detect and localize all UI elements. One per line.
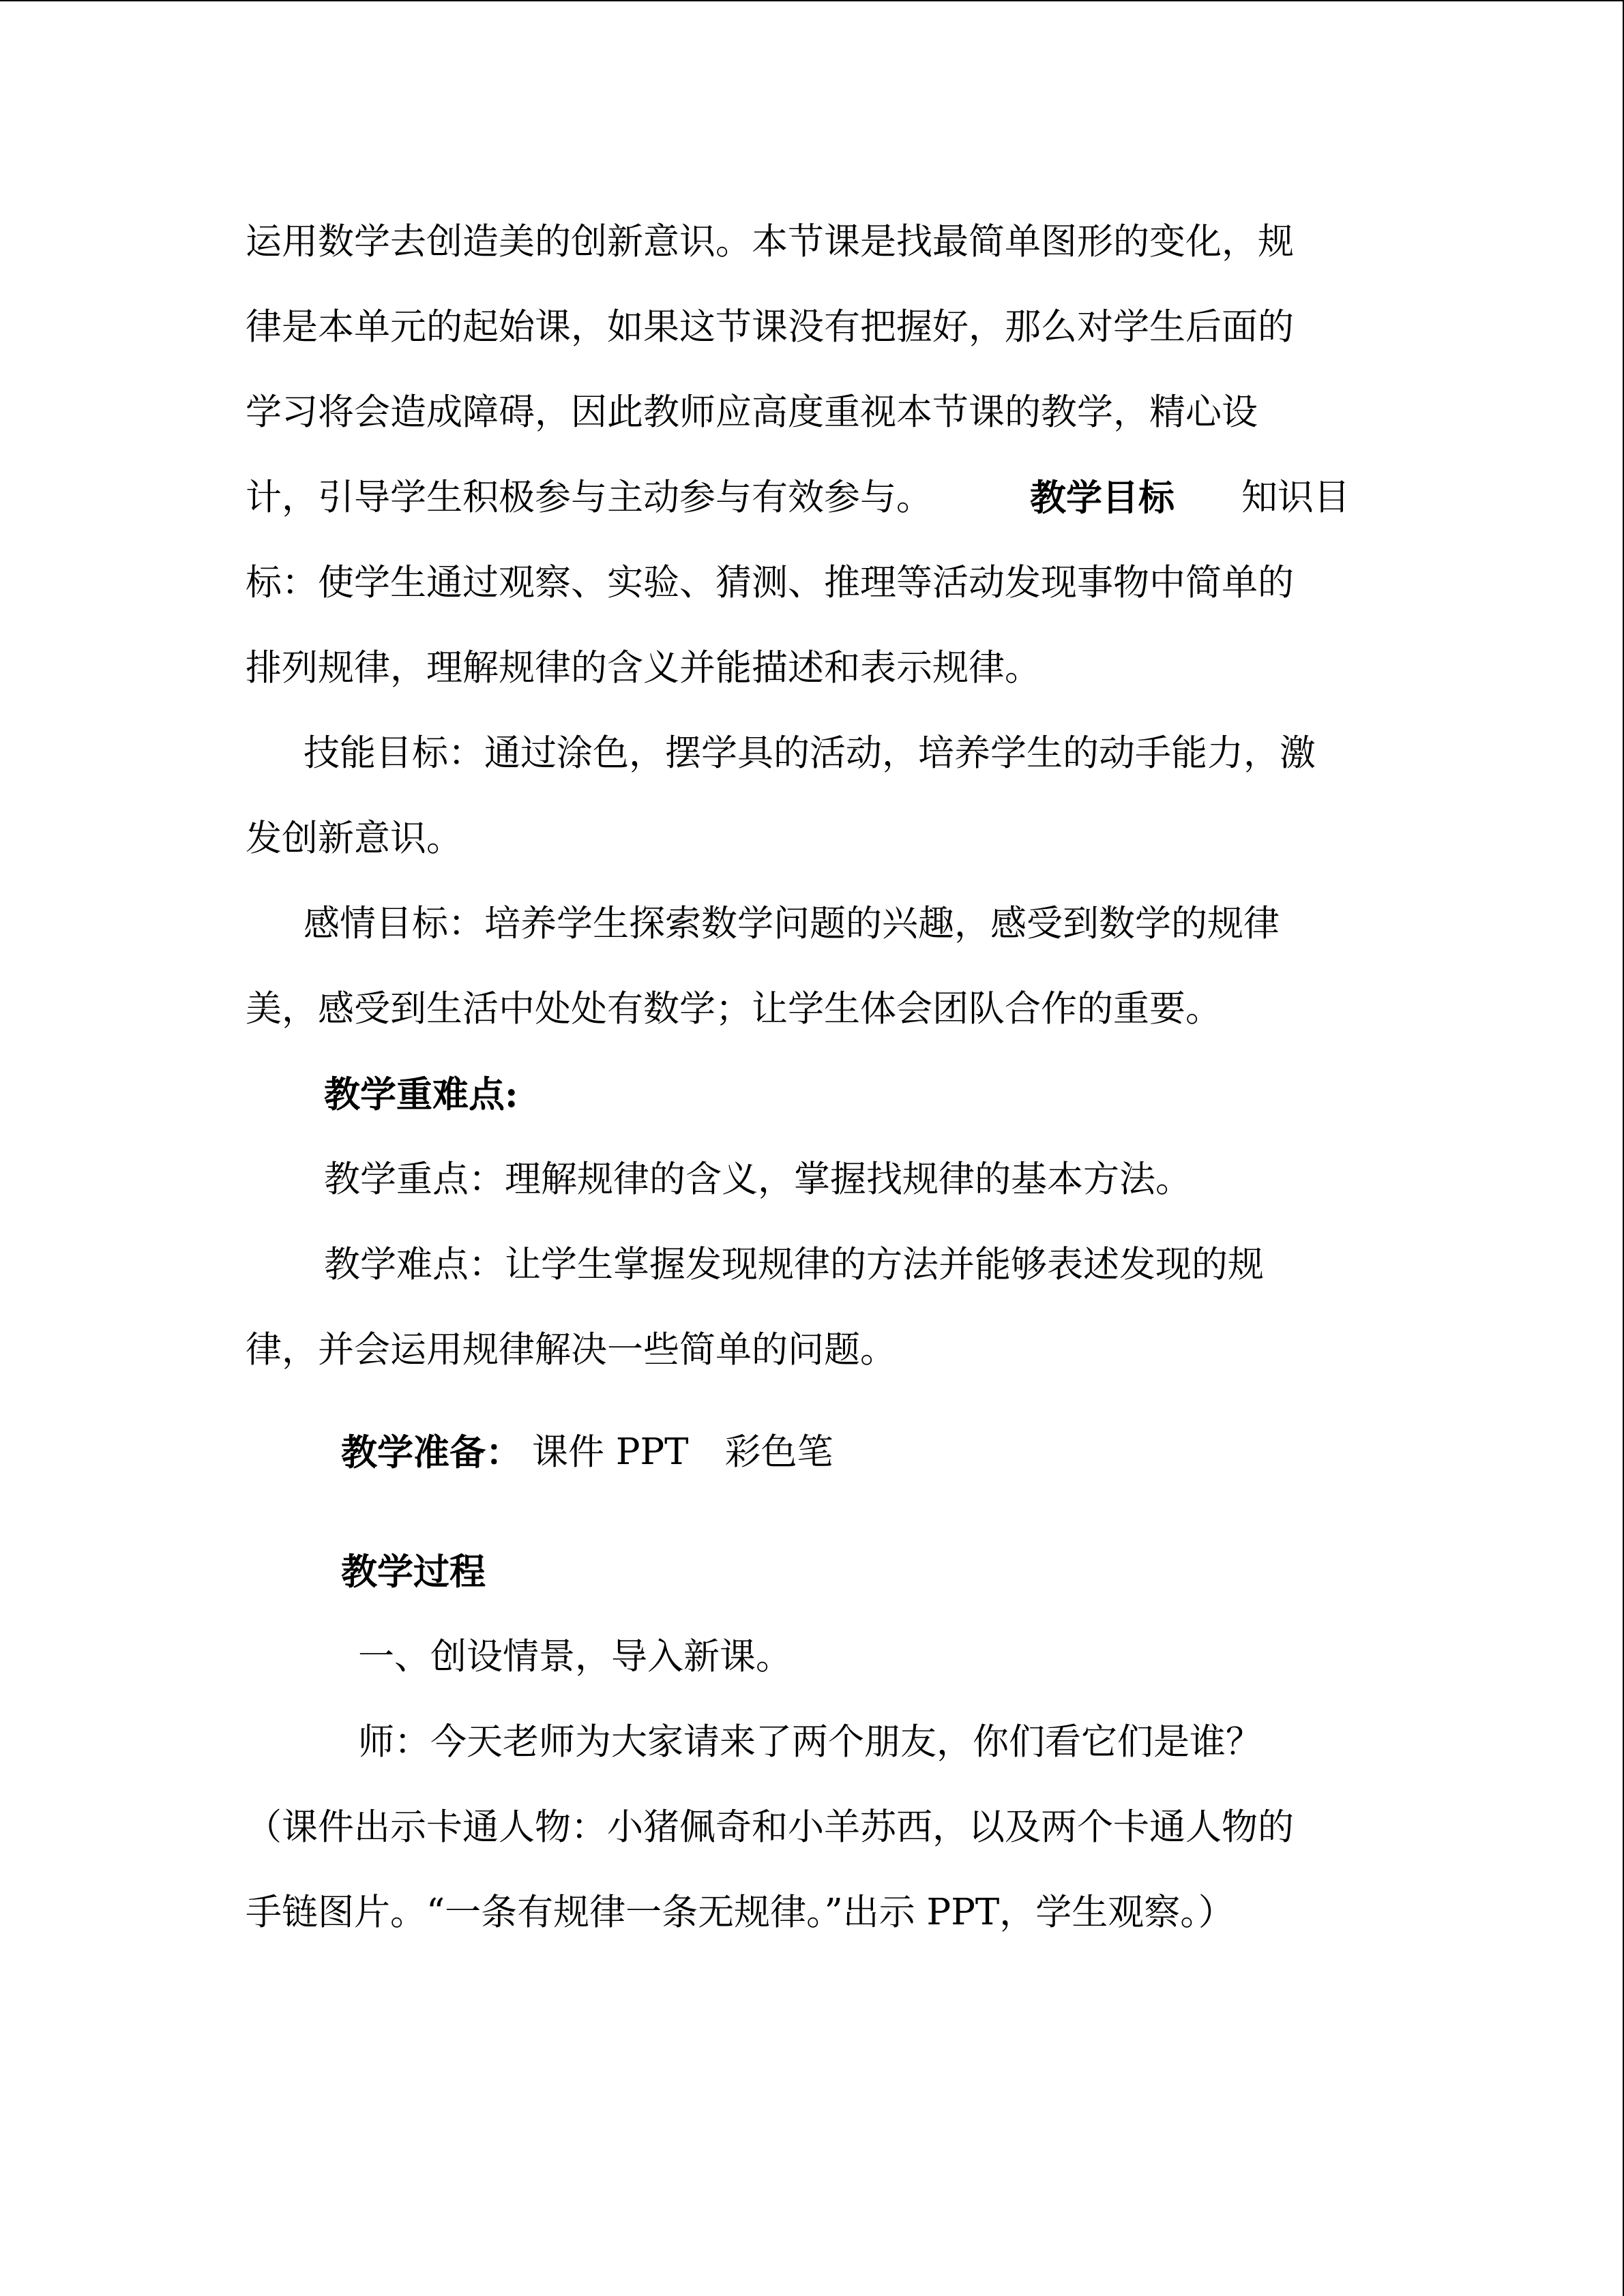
paragraph-line: 手链图片。“一条有规律一条无规律。”出示 PPT，学生观察。）: [246, 1892, 1235, 1933]
heading-preparation: 教学准备：: [341, 1431, 522, 1474]
paragraph-line: 教学重点：理解规律的含义，掌握找规律的基本方法。: [324, 1159, 1192, 1200]
paragraph-line: 学习将会造成障碍，因此教师应高度重视本节课的教学，精心设: [246, 391, 1258, 433]
paragraph-line: 计，引导学生积极参与主动参与有效参与。: [246, 477, 932, 518]
paragraph-line: 感情目标：培养学生探索数学问题的兴趣，感受到数学的规律: [304, 903, 1280, 944]
paragraph-line: 律是本单元的起始课，如果这节课没有把握好，那么对学生后面的: [246, 306, 1294, 348]
paragraph-line: 律，并会运用规律解决一些简单的问题。: [246, 1329, 896, 1371]
paragraph-line: 美，感受到生活中处处有数学；让学生体会团队合作的重要。: [246, 988, 1222, 1030]
paragraph-line: 标：使学生通过观察、实验、猜测、推理等活动发现事物中简单的: [246, 562, 1294, 603]
paragraph-line: 师：今天老师为大家请来了两个朋友，你们看它们是谁？: [358, 1721, 1262, 1763]
heading-objectives: 教学目标: [1030, 477, 1175, 519]
paragraph-line: 运用数学去创造美的创新意识。本节课是找最简单图形的变化，规: [246, 221, 1294, 263]
paragraph-line: 知识目: [1241, 477, 1350, 518]
page-top-border: [0, 0, 1624, 1]
paragraph-line: 排列规律，理解规律的含义并能描述和表示规律。: [246, 647, 1041, 689]
paragraph-line: 发创新意识。: [246, 818, 462, 859]
heading-key-points: 教学重难点:: [324, 1073, 518, 1116]
paragraph-line: 技能目标：通过涂色，摆学具的活动，培养学生的动手能力，激: [304, 732, 1316, 774]
heading-process: 教学过程: [341, 1551, 486, 1593]
paragraph-line: 一、创设情景，导入新课。: [358, 1636, 792, 1678]
paragraph-line: （课件出示卡通人物：小猪佩奇和小羊苏西，以及两个卡通人物的: [246, 1806, 1294, 1848]
paragraph-line: 课件 PPT 彩色笔: [532, 1431, 833, 1473]
paragraph-line: 教学难点：让学生掌握发现规律的方法并能够表述发现的规: [324, 1244, 1264, 1285]
